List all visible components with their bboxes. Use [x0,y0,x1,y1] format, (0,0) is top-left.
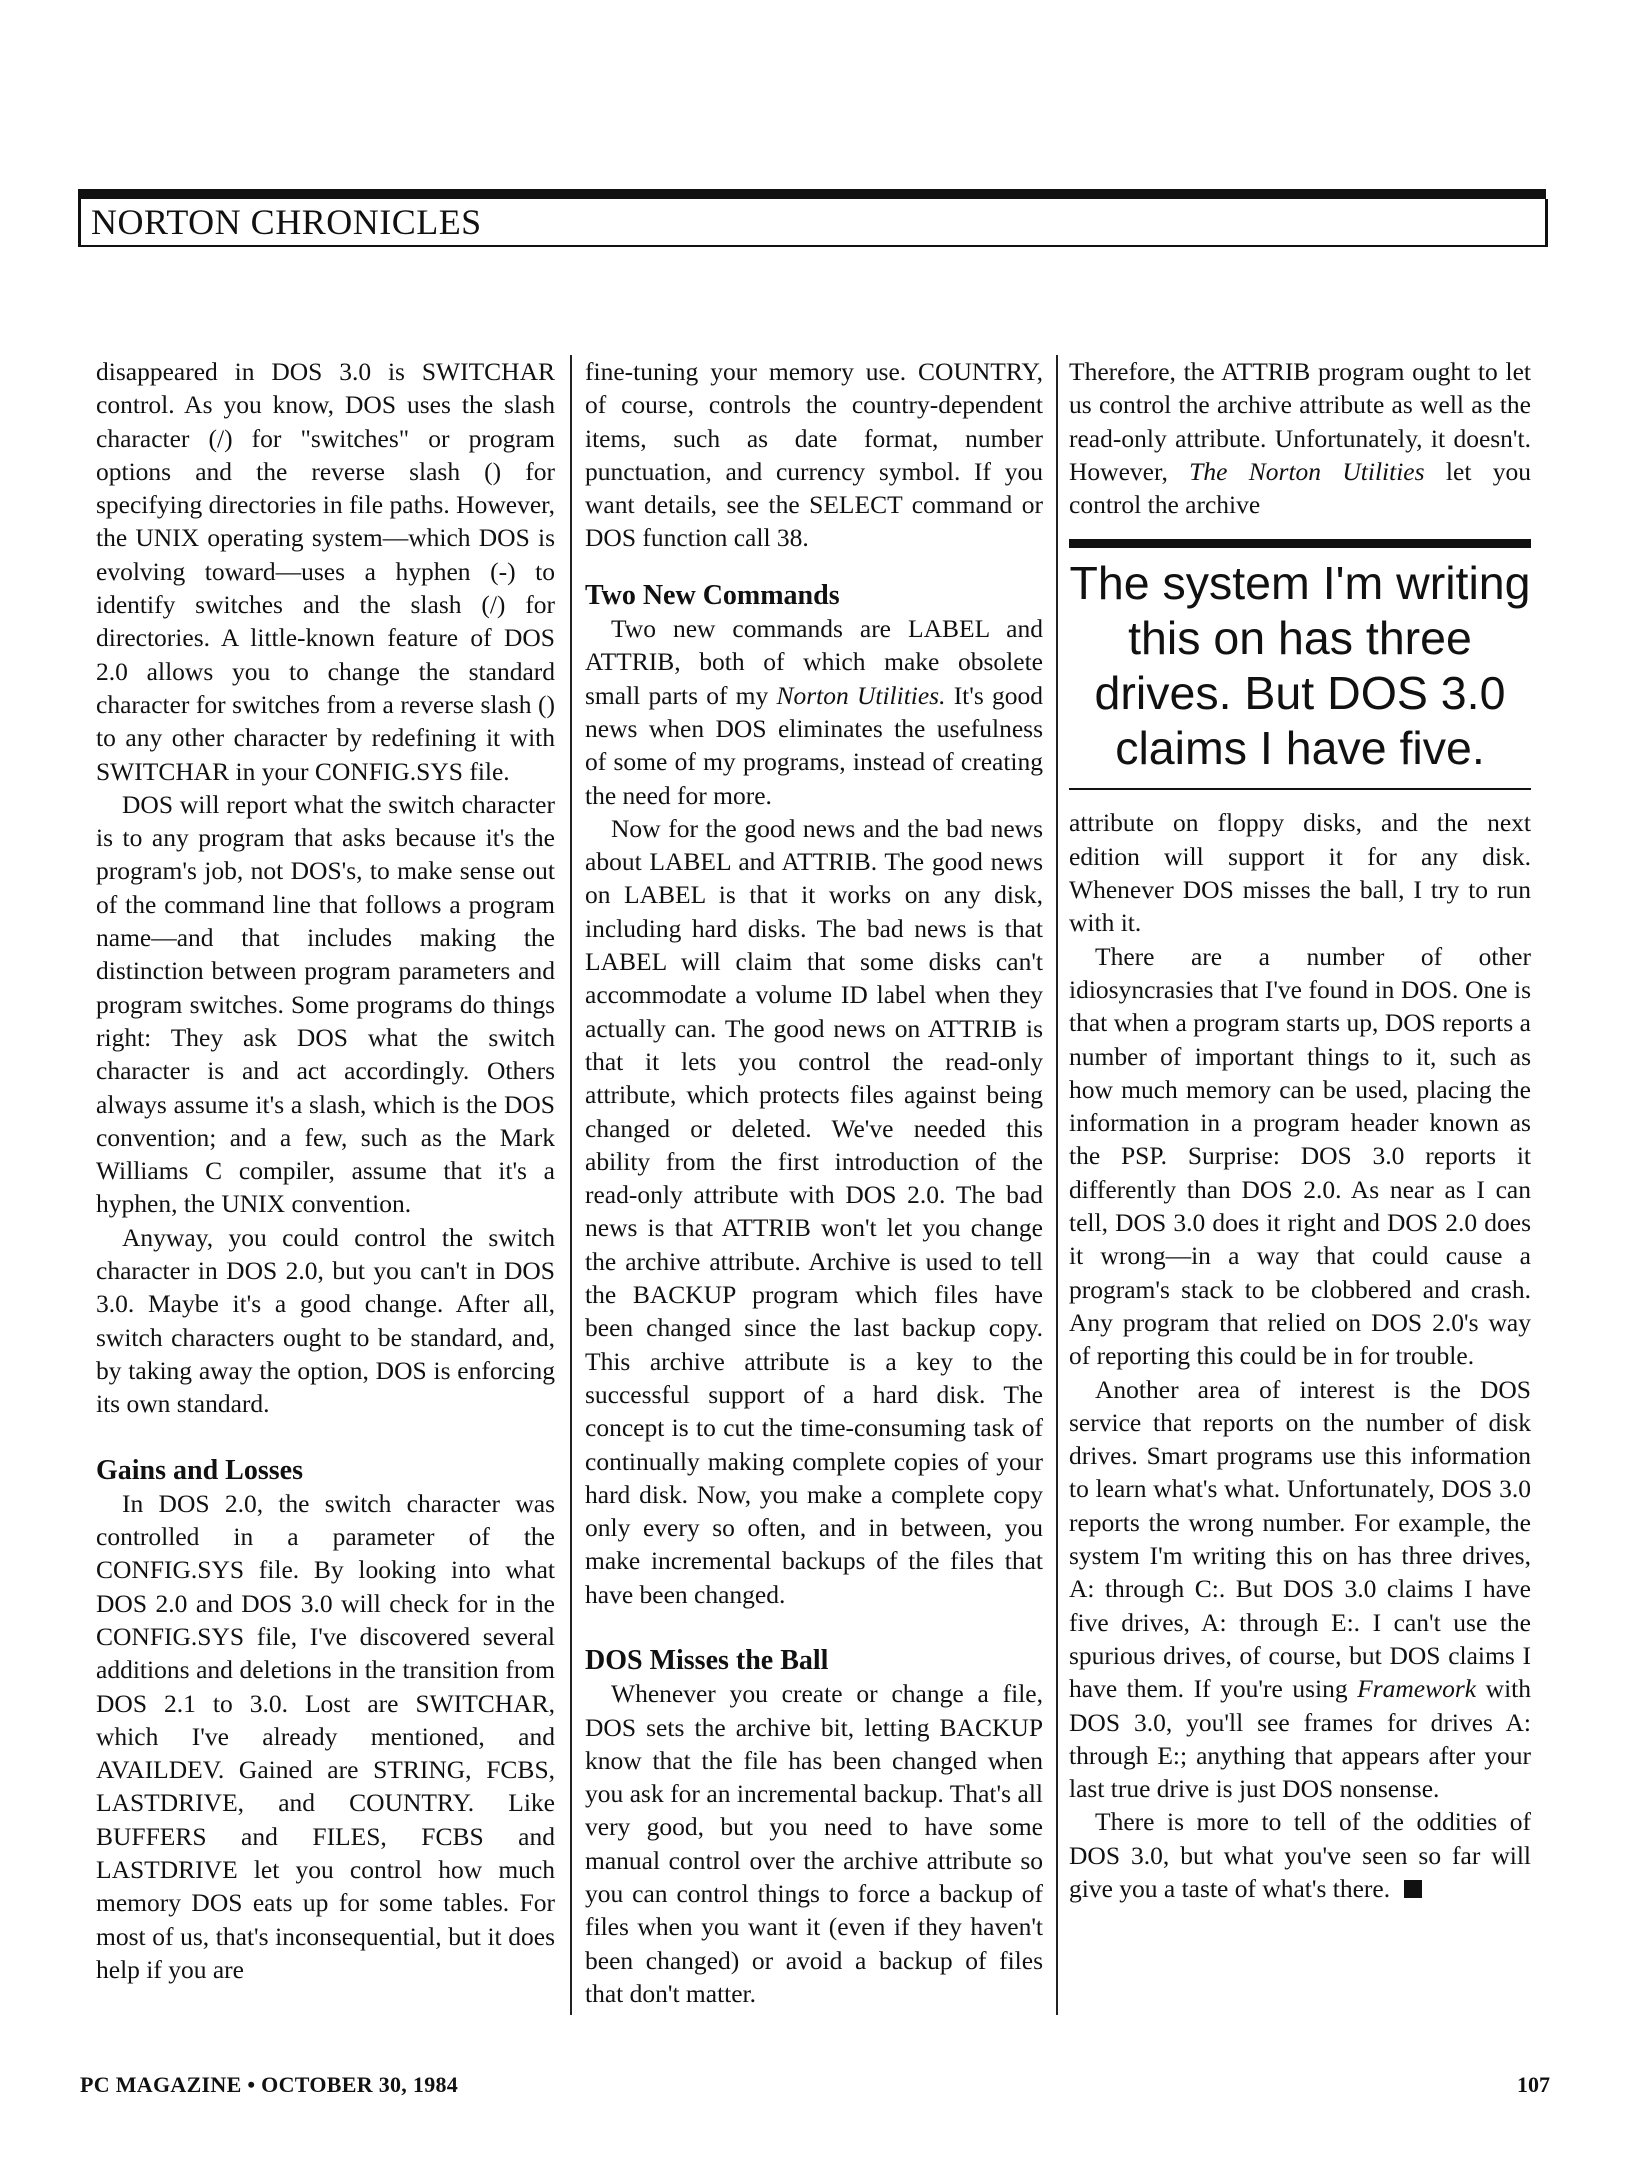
text-run: There is more to tell of the oddities of DOS 3.0, but what you've seen so far will give you a taste of what's there. [1069,1807,1531,1903]
paragraph: disappeared in DOS 3.0 is SWITCHAR control. As you know, DOS uses the slash character (/) for "switches" or program options and the reverse slash () for specifying directories in file paths. However, the UNIX operating system—which DOS is evolving toward—uses a hyphen (-) to identify switches and the slash (/) for directories. A little-known feature of DOS 2.0 allows you to change the standard character for switches from a reverse slash () to any other character by redefining it with SWITCHAR in your CONFIG.SYS file. [96,357,555,786]
paragraph: In DOS 2.0, the switch character was controlled in a parameter of the CONFIG.SYS file. By looking into what DOS 2.0 and DOS 3.0 will check for in the CONFIG.SYS file, I've discovered several additions and deletions in the transition from DOS 2.1 to 3.0. Lost are SWITCHAR, which I've already mentioned, and AVAILDEV. Gained are STRING, FCBS, LASTDRIVE, and COUNTRY. Like BUFFERS and FILES, FCBS and LASTDRIVE let you control how much memory DOS eats up for some tables. For most of us, that's inconsequential, but it does help if you are [96,1488,555,1984]
page-number: 107 [1517,2072,1550,2097]
header-rule [78,189,1546,199]
column-2 [585,355,1043,2010]
text-run: Two new commands are LABEL and ATTRIB, both of which make obsolete small parts of my [585,614,1043,710]
section-title: NORTON CHRONICLES [91,202,482,242]
header-box [78,199,1548,247]
paragraph [585,612,1043,812]
paragraph: Now for the good news and the bad news about LABEL and ATTRIB. The good news on LABEL is that it works on any disk, including hard disks. The bad news is that LABEL will claim that some disks can't accommodate a volume ID label when they actually can. The good news on ATTRIB is that it lets you control the read-only attribute, which protects files against being changed or deleted. We've needed this ability from the first introduction of the read-only attribute with DOS 2.0. The bad news is that ATTRIB won't let you change the archive attribute. Archive is used to tell the BACKUP program which files have been changed since the last backup copy. This archive attribute is a key to the successful support of a hard disk. The concept is to cut the time-consuming task of continually making complete copies of your hard disk. Now, you make a complete copy only every so often, and in between, you make incremental backups of the files that have been changed. [585,813,1043,1609]
paragraph: Whenever you create or change a file, DOS sets the archive bit, letting BACKUP know that the file has been changed when you ask for an incremental backup. That's all very good, but you need to have some manual control over the archive attribute so you can control things to force a backup of files when you want it (even if they haven't been changed) or avoid a backup of files that don't matter. [585,1679,1043,2008]
paragraph [1069,355,1531,521]
text-run: let you control the archive [1069,456,1532,520]
column-3 [1069,355,1531,1905]
paragraph [1069,1805,1531,1905]
subheading-dos-misses-the-ball: DOS Misses the Ball [585,1644,829,1676]
paragraph [1069,1373,1531,1806]
end-mark-icon [1404,1880,1422,1898]
text-run: Therefore, the ATTRIB program ought to let us control the archive attribute as well as the read-only attribute. Unfortunately, it doesn't. However, [1069,357,1531,486]
italic-title: Framework [1357,1674,1477,1704]
footer-publication: PC MAGAZINE • OCTOBER 30, 1984 [80,2072,459,2097]
paragraph: attribute on floppy disks, and the next edition will support it for any disk. Whenever DOS misses the ball, I try to run with it. [1069,808,1531,938]
subheading-gains-and-losses: Gains and Losses [96,1454,303,1486]
paragraph: Anyway, you could control the switch character in DOS 2.0, but you can't in DOS 3.0. Maybe it's a good change. After all, switch characters ought to be standard, and, by taking away the option, DOS is enforcing its own standard. [96,1222,555,1419]
paragraph: There are a number of other idiosyncrasies that I've found in DOS. One is that when a program starts up, DOS reports a number of important things to it, such as how much memory can be used, placing the information in a program header known as the PSP. Surprise: DOS 3.0 reports it differently than DOS 2.0. As near as I can tell, DOS 3.0 does it right and DOS 2.0 does it wrong—in a way that could cause a program's stack to be clobbered and crash. Any program that relied on DOS 2.0's way of reporting this could be in for trouble. [1069,941,1531,1371]
column-1 [96,355,555,1986]
text-run: Another area of interest is the DOS service that reports on the number of disk drives. Smart programs use this information to learn what's what. Unfortunately, DOS 3.0 reports the wrong number. For example, the system I'm writing this on has three drives, A: through C:. But DOS 3.0 claims I have five drives, A: through E:. I can't use the spurious drives, of course, but DOS claims I have them. If you're using [1069,1374,1531,1704]
italic-title: The Norton Utilities [1189,456,1425,486]
pull-quote: The system I'm writing this on has three drives. But DOS 3.0 claims I have five. [1069,539,1531,790]
subheading-two-new-commands: Two New Commands [585,579,840,611]
paragraph: fine-tuning your memory use. COUNTRY, of course, controls the country-dependent items, such as date format, number punctuation, and currency symbol. If you want details, see the SELECT command or DOS function call 38. [585,357,1043,553]
text-run: with DOS 3.0, you'll see frames for drives A: through E:; anything that appears after your last true drive is just DOS nonsense. [1069,1674,1531,1804]
paragraph: DOS will report what the switch character is to any program that asks because it's the program's job, not DOS's, to make sense out of the command line that follows a program name—and that includes making the distinction between program parameters and program switches. Some programs do things right: They ask DOS what the switch character is and act accordingly. Others always assume it's a slash, which is the DOS convention; and a few, such as the Mark Williams C compiler, assume that it's a hyphen, the UNIX convention. [96,789,555,1219]
text-run: It's good news when DOS eliminates the usefulness of some of my programs, instead of creating the need for more. [585,680,1043,810]
column-divider [570,355,572,2015]
italic-title: Norton Utilities. [776,680,946,710]
column-divider [1056,355,1058,2015]
